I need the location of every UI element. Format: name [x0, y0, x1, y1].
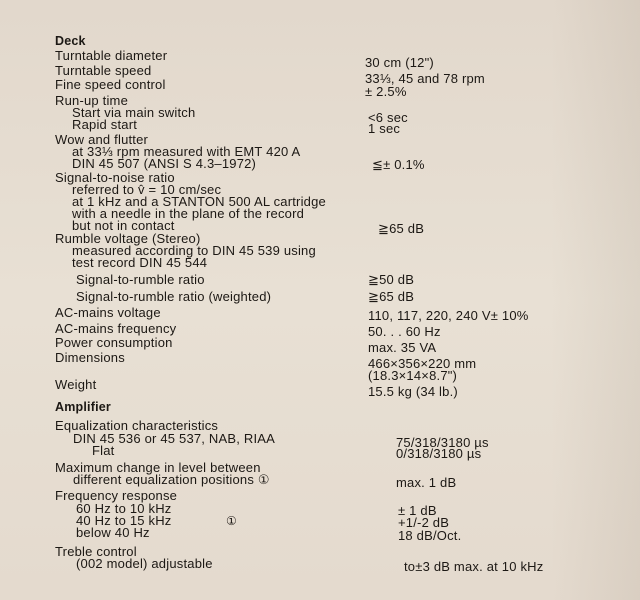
maxchange-line1: different equalization positions ①: [73, 472, 270, 487]
weight-label: Weight: [55, 377, 97, 392]
ac-voltage-label: AC-mains voltage: [55, 305, 161, 320]
turntable-speed-value: 33⅓, 45 and 78 rpm: [365, 71, 485, 86]
runup-main-switch-label: Start via main switch: [72, 105, 196, 120]
wow-value: ≦± 0.1%: [372, 157, 425, 172]
snr-line2: at 1 kHz and a STANTON 500 AL cartridge: [72, 194, 326, 209]
treble-line1: (002 model) adjustable: [76, 556, 213, 571]
dimensions-value-metric: 466×356×220 mm: [368, 356, 477, 371]
freq-r3-value: 18 dB/Oct.: [398, 528, 462, 543]
freq-r2-note: ①: [226, 514, 237, 528]
dimensions-value-imperial: (18.3×14×8.7"): [368, 368, 458, 383]
fine-speed-label: Fine speed control: [55, 77, 166, 92]
runup-rapid-value: 1 sec: [368, 121, 401, 136]
fine-speed-value: ± 2.5%: [365, 84, 407, 99]
treble-label: Treble control: [55, 544, 137, 559]
freq-r2-label: 40 Hz to 15 kHz: [76, 513, 172, 528]
ac-voltage-value: 110, 117, 220, 240 V± 10%: [368, 308, 529, 323]
freq-r2-value: +1/-2 dB: [398, 515, 450, 530]
weight-value: 15.5 kg (34 lb.): [368, 384, 458, 399]
eq-value2: 0/318/3180 µs: [396, 446, 482, 461]
signal-to-rumble-weighted-value: ≧65 dB: [368, 289, 415, 304]
power-consumption-label: Power consumption: [55, 335, 173, 350]
signal-to-rumble-weighted-label: Signal-to-rumble ratio (weighted): [76, 289, 272, 304]
snr-value: ≧65 dB: [378, 221, 425, 236]
runup-rapid-label: Rapid start: [72, 117, 138, 132]
signal-to-rumble-value: ≧50 dB: [368, 272, 415, 287]
runup-main-switch-value: <6 sec: [368, 110, 408, 125]
power-consumption-value: max. 35 VA: [368, 340, 437, 355]
ac-frequency-value: 50. . . 60 Hz: [368, 324, 441, 339]
wow-line1: at 33⅓ rpm measured with EMT 420 A: [72, 144, 301, 159]
amplifier-heading: Amplifier: [55, 400, 111, 414]
snr-label: Signal-to-noise ratio: [55, 170, 175, 185]
dimensions-label: Dimensions: [55, 350, 125, 365]
freq-response-label: Frequency response: [55, 488, 178, 503]
eq-line1: DIN 45 536 or 45 537, NAB, RIAA: [73, 431, 276, 446]
rumble-line1: measured according to DIN 45 539 using: [72, 243, 316, 258]
page-shadow: [550, 0, 640, 600]
freq-r1-label: 60 Hz to 10 kHz: [76, 501, 172, 516]
turntable-diameter-label: Turntable diameter: [55, 48, 168, 63]
rumble-line2: test record DIN 45 544: [72, 255, 208, 270]
snr-line3: with a needle in the plane of the record: [72, 206, 305, 221]
snr-line1: referred to v̂ = 10 cm/sec: [72, 182, 222, 197]
wow-label: Wow and flutter: [55, 132, 149, 147]
freq-r3-label: below 40 Hz: [76, 525, 150, 540]
signal-to-rumble-label: Signal-to-rumble ratio: [76, 272, 205, 287]
treble-value: to±3 dB max. at 10 kHz: [404, 559, 544, 574]
turntable-diameter-value: 30 cm (12"): [365, 55, 434, 70]
deck-heading: Deck: [55, 34, 86, 48]
turntable-speed-label: Turntable speed: [55, 63, 152, 78]
rumble-label: Rumble voltage (Stereo): [55, 231, 201, 246]
runup-label: Run-up time: [55, 93, 129, 108]
snr-line4: but not in contact: [72, 218, 175, 233]
maxchange-value: max. 1 dB: [396, 475, 457, 490]
freq-r1-value: ± 1 dB: [398, 503, 437, 518]
maxchange-label: Maximum change in level between: [55, 460, 261, 475]
wow-line2: DIN 45 507 (ANSI S 4.3–1972): [72, 156, 257, 171]
eq-value1: 75/318/3180 µs: [396, 435, 489, 450]
ac-frequency-label: AC-mains frequency: [55, 321, 177, 336]
eq-label: Equalization characteristics: [55, 418, 219, 433]
eq-line2: Flat: [92, 443, 115, 458]
